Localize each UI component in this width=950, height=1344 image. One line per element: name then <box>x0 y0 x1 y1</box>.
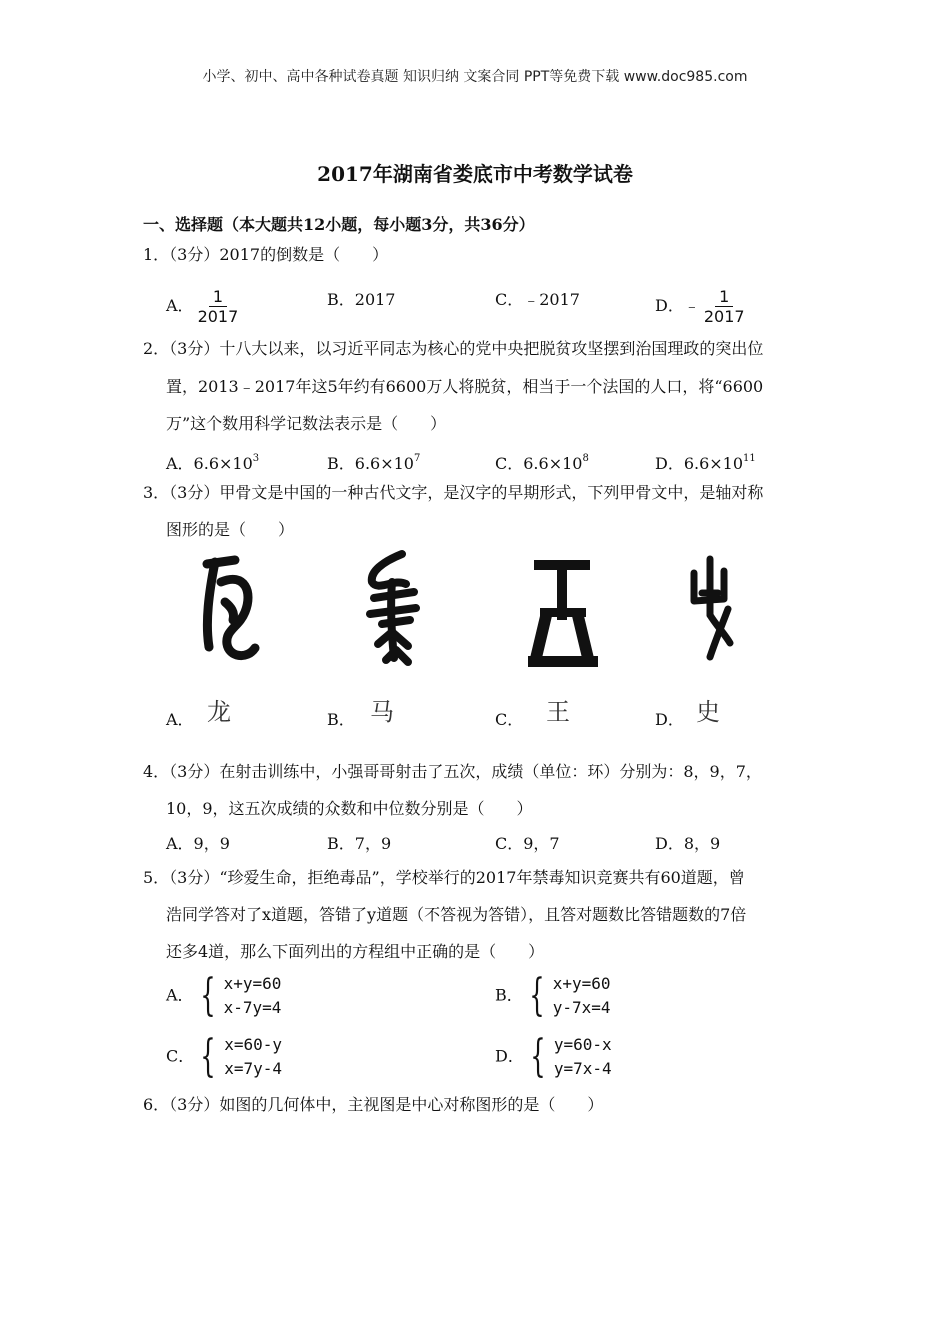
q5-d-eq2: y=7x-4 <box>553 1059 612 1078</box>
q5-b-eq1: x+y=60 <box>552 974 611 993</box>
q1-d-denominator: 2017 <box>703 307 745 326</box>
q1-option-a-label: A． <box>166 296 194 315</box>
q2-a-exponent: 3 <box>252 453 260 464</box>
q1-stem: 1．（3分）2017的倒数是（ ） <box>143 245 389 264</box>
q5-option-c <box>166 1033 282 1081</box>
q2-b-exponent: 7 <box>413 453 421 464</box>
q2-d-base: D．6.6×10 <box>655 454 744 473</box>
q2-a-base: A．6.6×10 <box>166 454 253 473</box>
q1-option-a-fraction <box>194 287 243 326</box>
q3-option-b: B． <box>327 710 355 729</box>
q4-option-a: A．9，9 <box>166 834 230 853</box>
q2-line3: 万”这个数用科学记数法表示是（ ） <box>166 414 447 433</box>
q5-c-label: C． <box>166 1046 195 1066</box>
q3-line2: 图形的是（ ） <box>166 520 295 539</box>
q2-option-c <box>495 449 589 474</box>
q5-a-label: A． <box>166 985 194 1005</box>
q3-caption-b: 马 <box>370 698 394 726</box>
q3-line1: 3．（3分）甲骨文是中国的一种古代文字，是汉字的早期形式，下列甲骨文中，是轴对称 <box>143 483 764 502</box>
q5-d-system <box>524 1033 612 1081</box>
q3-option-a: A． <box>166 710 194 729</box>
brace-icon: { <box>200 1031 216 1082</box>
exam-title: 2017年湖南省娄底市中考数学试卷 <box>317 162 633 186</box>
page-header: 小学、初中、高中各种试卷真题 知识归纳 文案合同 PPT等免费下载 www.doc985.com <box>202 69 748 85</box>
q5-c-eq1: x=60-y <box>224 1035 283 1054</box>
q5-option-d <box>495 1033 612 1081</box>
q5-b-eq2: y-7x=4 <box>552 998 611 1017</box>
q4-line2: 10，9，这五次成绩的众数和中位数分别是（ ） <box>166 799 533 818</box>
q6-stem: 6．（3分）如图的几何体中，主视图是中心对称图形的是（ ） <box>143 1095 604 1114</box>
q2-c-exponent: 8 <box>582 453 589 464</box>
q2-line1: 2．（3分）十八大以来，以习近平同志为核心的党中央把脱贫攻坚摆到治国理政的突出位 <box>143 339 764 358</box>
q4-line1: 4．（3分）在射击训练中，小强哥哥射击了五次，成绩（单位：环）分别为：8，9，7， <box>143 762 762 781</box>
oracle-glyph-shi <box>680 553 750 673</box>
q5-a-eq1: x+y=60 <box>223 974 282 993</box>
q5-line3: 还多4道，那么下面列出的方程组中正确的是（ ） <box>166 942 545 961</box>
q4-option-b: B．7，9 <box>327 834 392 853</box>
q3-caption-d: 史 <box>696 698 720 726</box>
q5-option-b <box>495 972 611 1020</box>
q1-a-denominator: 2017 <box>197 307 239 326</box>
q5-b-system <box>523 972 611 1020</box>
q3-option-d: D． <box>655 710 684 729</box>
q3-caption-a: 龙 <box>207 698 231 726</box>
q5-b-label: B． <box>495 985 523 1005</box>
q3-caption-c: 王 <box>546 698 570 726</box>
q1-a-numerator: 1 <box>209 287 227 307</box>
q5-a-system <box>194 972 282 1020</box>
q2-option-d <box>655 449 756 474</box>
oracle-glyph-ma <box>352 548 432 673</box>
q5-d-label: D． <box>495 1046 524 1066</box>
brace-icon: { <box>529 970 545 1021</box>
oracle-glyph-wang <box>522 556 602 671</box>
brace-icon: { <box>199 970 216 1021</box>
brace-icon: { <box>530 1031 546 1082</box>
q4-option-d: D．8，9 <box>655 834 721 853</box>
q1-option-d-fraction <box>700 287 749 326</box>
q1-option-d-label: D．﹣ <box>655 296 700 315</box>
q1-option-a <box>166 287 242 326</box>
q2-d-exponent: 11 <box>743 453 756 464</box>
q5-c-eq2: x=7y-4 <box>224 1059 283 1078</box>
q5-option-a <box>166 972 281 1020</box>
oracle-glyph-long <box>195 552 265 672</box>
q1-option-c: C．﹣2017 <box>495 290 580 309</box>
q5-line2: 浩同学答对了x道题，答错了y道题（不答视为答错），且答对题数比答错题数的7倍 <box>166 905 747 924</box>
q2-c-base: C．6.6×10 <box>495 454 583 473</box>
q5-c-system <box>194 1033 282 1081</box>
q2-option-a <box>166 449 259 474</box>
q4-option-c: C．9，7 <box>495 834 560 853</box>
q1-d-numerator: 1 <box>715 287 733 307</box>
q1-option-d <box>655 287 749 326</box>
q1-option-b: B．2017 <box>327 290 396 309</box>
q2-option-b <box>327 449 420 474</box>
q5-line1: 5．（3分）“珍爱生命，拒绝毒品”，学校举行的2017年禁毒知识竞赛共有60道题，曾 <box>143 868 745 887</box>
q2-line2: 置，2013﹣2017年这5年约有6600万人将脱贫，相当于一个法国的人口，将“6600 <box>166 377 764 396</box>
q5-d-eq1: y=60-x <box>553 1035 612 1054</box>
q5-a-eq2: x-7y=4 <box>223 998 282 1017</box>
section-heading: 一、选择题（本大题共12小题，每小题3分，共36分） <box>143 215 535 234</box>
q2-b-base: B．6.6×10 <box>327 454 414 473</box>
q3-option-c: C． <box>495 710 524 729</box>
